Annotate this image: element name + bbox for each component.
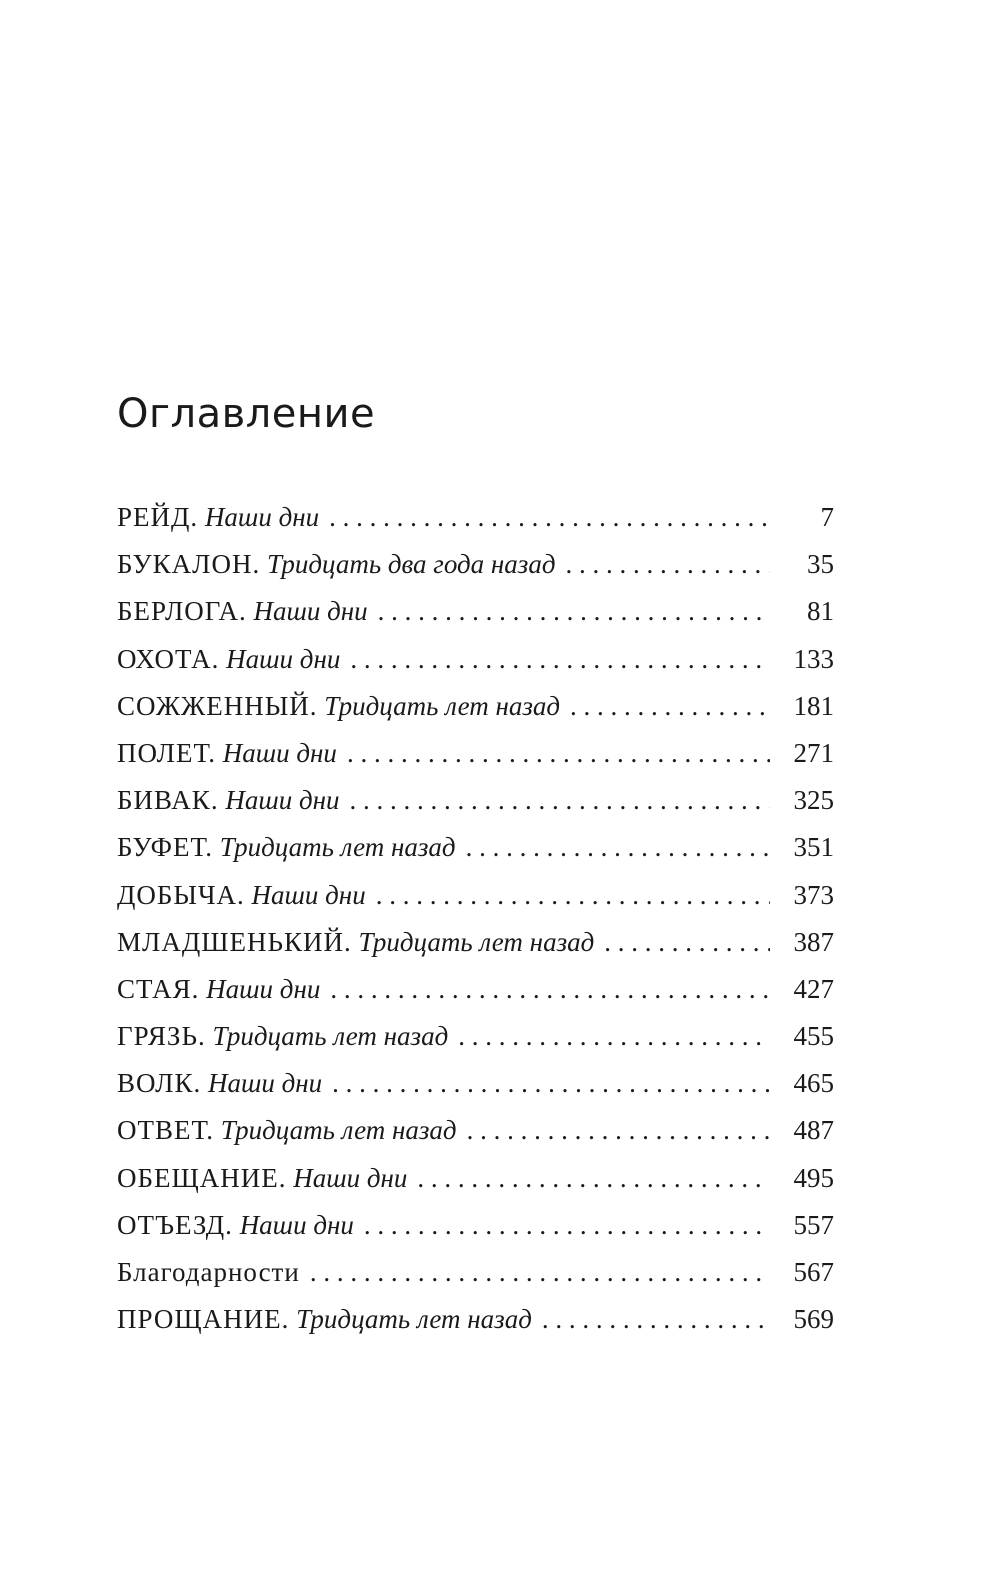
dot-leader bbox=[310, 1249, 770, 1296]
toc-entry-title: ОХОТА. bbox=[117, 643, 220, 674]
toc-entry-title: Благодарности bbox=[117, 1257, 300, 1287]
dot-leader bbox=[329, 494, 770, 541]
dot-leader bbox=[376, 872, 770, 919]
toc-entry-subtitle: Наши дни bbox=[225, 785, 340, 816]
toc-entry-title: РЕЙД. bbox=[117, 502, 199, 532]
toc-entry[interactable] bbox=[117, 588, 834, 635]
toc-entry-subtitle: Тридцать лет назад bbox=[220, 1115, 457, 1146]
toc-entry-subtitle: Наши дни bbox=[239, 1209, 354, 1240]
toc-entry[interactable] bbox=[117, 1107, 834, 1154]
toc-entry-title: ПРОЩАНИЕ. bbox=[117, 1304, 290, 1335]
toc-entry-page-number: 455 bbox=[793, 1021, 834, 1052]
dot-leader bbox=[350, 636, 770, 683]
toc-entry-subtitle: Тридцать лет назад bbox=[296, 1304, 532, 1335]
toc-entry-subtitle: Наши дни bbox=[226, 643, 341, 674]
toc-entry[interactable] bbox=[117, 541, 834, 588]
table-of-contents bbox=[117, 494, 834, 1343]
dot-leader bbox=[330, 966, 770, 1013]
toc-entry-page-number: 567 bbox=[793, 1257, 834, 1287]
toc-entry-subtitle: Тридцать два года назад bbox=[267, 549, 556, 580]
dot-leader bbox=[565, 541, 770, 588]
toc-entry-page-number: 427 bbox=[793, 973, 834, 1004]
dot-leader bbox=[467, 1107, 770, 1154]
toc-entry-page-number: 569 bbox=[793, 1304, 834, 1335]
toc-entry-title: ОТЪЕЗД. bbox=[117, 1209, 233, 1240]
toc-entry-subtitle: Наши дни bbox=[204, 502, 320, 532]
toc-entry-page-number: 487 bbox=[793, 1115, 834, 1146]
toc-entry-page-number: 325 bbox=[793, 785, 834, 816]
toc-entry[interactable] bbox=[117, 777, 834, 824]
dot-leader bbox=[542, 1296, 770, 1343]
toc-entry-page-number: 387 bbox=[793, 926, 834, 957]
toc-entry-title: БУФЕТ. bbox=[117, 832, 214, 863]
toc-entry-title: БУКАЛОН. bbox=[117, 549, 261, 580]
dot-leader bbox=[570, 683, 770, 730]
page-title: Оглавление bbox=[117, 391, 376, 437]
toc-entry-subtitle: Тридцать лет назад bbox=[212, 1021, 449, 1052]
toc-entry-title: ДОБЫЧА. bbox=[117, 879, 245, 910]
toc-entry-page-number: 181 bbox=[793, 690, 834, 721]
toc-entry-page-number: 373 bbox=[793, 879, 834, 910]
toc-entry[interactable] bbox=[117, 683, 834, 730]
dot-leader bbox=[604, 919, 770, 966]
toc-entry-title: СТАЯ. bbox=[117, 973, 200, 1004]
toc-entry-subtitle: Тридцать лет назад bbox=[219, 832, 456, 863]
toc-entry-subtitle: Наши дни bbox=[253, 596, 368, 627]
dot-leader bbox=[458, 1013, 770, 1060]
toc-entry-subtitle: Тридцать лет назад bbox=[324, 690, 561, 721]
toc-entry-subtitle: Наши дни bbox=[207, 1068, 323, 1099]
toc-entry-page-number: 271 bbox=[793, 737, 834, 768]
toc-entry-subtitle: Наши дни bbox=[293, 1162, 408, 1193]
toc-entry-title: ПОЛЕТ. bbox=[117, 737, 216, 768]
toc-entry-subtitle: Тридцать лет назад bbox=[358, 926, 595, 957]
toc-entry[interactable] bbox=[117, 730, 834, 777]
dot-leader bbox=[378, 588, 770, 635]
toc-entry-title: СОЖЖЕННЫЙ. bbox=[117, 690, 318, 721]
toc-entry-page-number: 351 bbox=[793, 832, 834, 863]
toc-entry-title: БИВАК. bbox=[117, 785, 219, 816]
toc-entry-page-number: 557 bbox=[793, 1209, 834, 1240]
toc-entry-page-number: 133 bbox=[793, 643, 834, 674]
toc-entry-page-number: 465 bbox=[793, 1068, 834, 1099]
dot-leader bbox=[417, 1155, 770, 1202]
toc-entry[interactable] bbox=[117, 966, 834, 1013]
toc-entry[interactable] bbox=[117, 1249, 834, 1296]
dot-leader bbox=[364, 1202, 770, 1249]
toc-entry-title: МЛАДШЕНЬКИЙ. bbox=[117, 926, 352, 957]
toc-entry[interactable] bbox=[117, 1013, 834, 1060]
toc-entry-page-number: 35 bbox=[807, 549, 834, 580]
toc-entry[interactable] bbox=[117, 1202, 834, 1249]
toc-entry-page-number: 81 bbox=[807, 596, 834, 627]
toc-entry[interactable] bbox=[117, 1296, 834, 1343]
toc-entry[interactable] bbox=[117, 494, 834, 541]
toc-entry-subtitle: Наши дни bbox=[206, 973, 321, 1004]
toc-entry[interactable] bbox=[117, 1155, 834, 1202]
toc-entry[interactable] bbox=[117, 824, 834, 871]
toc-entry-page-number: 495 bbox=[793, 1162, 834, 1193]
toc-entry-title: БЕРЛОГА. bbox=[117, 596, 247, 627]
dot-leader bbox=[347, 730, 770, 777]
dot-leader bbox=[466, 824, 770, 871]
toc-entry[interactable] bbox=[117, 1060, 834, 1107]
dot-leader bbox=[332, 1060, 770, 1107]
toc-entry[interactable] bbox=[117, 872, 834, 919]
toc-entry-title: ОБЕЩАНИЕ. bbox=[117, 1162, 287, 1193]
toc-entry[interactable] bbox=[117, 636, 834, 683]
toc-entry-subtitle: Наши дни bbox=[222, 737, 337, 768]
toc-entry-title: ГРЯЗЬ. bbox=[117, 1021, 206, 1052]
dot-leader bbox=[350, 777, 770, 824]
toc-entry-page-number: 7 bbox=[820, 502, 834, 532]
toc-entry[interactable] bbox=[117, 919, 834, 966]
toc-entry-title: ВОЛК. bbox=[117, 1068, 202, 1099]
toc-entry-title: ОТВЕТ. bbox=[117, 1115, 215, 1146]
toc-entry-subtitle: Наши дни bbox=[251, 879, 366, 910]
